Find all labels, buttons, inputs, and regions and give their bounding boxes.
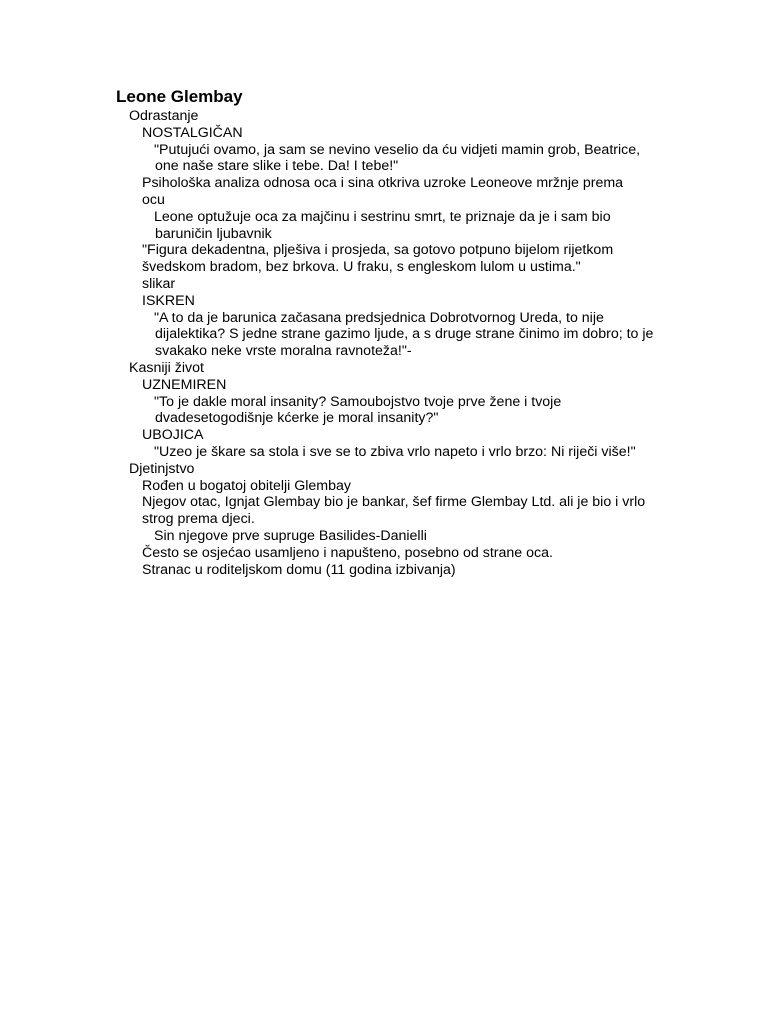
outline-item-text: "Uzeo je škare sa stola i sve se to zbiva vrlo napeto i vrlo brzo: Ni riječi više!" (154, 443, 636, 460)
outline-item-level-3 (116, 394, 656, 428)
outline-item-text: NOSTALGIČAN (142, 124, 243, 141)
document-page (116, 86, 656, 578)
outline-item-text: "Putujući ovamo, ja sam se nevino veselio da ću vidjeti mamin grob, Beatrice, one naše stare slike i tebe. Da! I tebe!" (154, 141, 641, 175)
document-title: Leone Glembay (116, 87, 243, 106)
outline-item-text: UBOJICA (142, 427, 204, 444)
outline-item-level-2 (116, 242, 656, 276)
outline-item-text: Često se osjećao usamljeno i napušteno, posebno od strane oca. (142, 544, 553, 561)
outline-item-level-1 (116, 108, 656, 125)
outline-item-text: "A to da je barunica začasana predsjednica Dobrotvornog Ureda, to nije dijalektika? S jedne strane gazimo ljude, a s druge strane činimo im dobro; to je svakako neke vrste moralna ravnoteža!"- (154, 309, 654, 360)
outline-item-level-2 (116, 545, 656, 562)
outline-item-text: Njegov otac, Ignjat Glembay bio je bankar, šef firme Glembay Ltd. ali je bio i vrlo strog prema djeci. (142, 494, 646, 528)
outline-item-text: Stranac u roditeljskom domu (11 godina izbivanja) (142, 561, 456, 578)
outline-item-level-2 (116, 494, 656, 528)
outline-item-level-2 (116, 276, 656, 293)
outline-item-level-2 (116, 125, 656, 142)
outline-list (116, 108, 656, 578)
outline-item-level-3 (116, 142, 656, 176)
outline-item-level-2 (116, 562, 656, 579)
outline-item-level-1 (116, 461, 656, 478)
outline-item-text: slikar (142, 275, 176, 292)
outline-item-level-1 (116, 360, 656, 377)
outline-item-level-3 (116, 444, 656, 461)
outline-item-text: "To je dakle moral insanity? Samoubojstvo tvoje prve žene i tvoje dvadesetogodišnje kćerke je moral insanity?" (154, 393, 562, 427)
outline-item-text: UZNEMIREN (142, 376, 227, 393)
outline-item-level-2 (116, 377, 656, 394)
outline-item-level-2 (116, 427, 656, 444)
outline-item-text: Odrastanje (129, 108, 199, 124)
outline-item-text: Djetinjstvo (129, 460, 195, 477)
outline-item-level-3 (116, 310, 656, 360)
outline-item-level-2 (116, 478, 656, 495)
outline-item-level-3 (116, 528, 656, 545)
outline-item-level-2 (116, 175, 656, 209)
outline-item-text: Leone optužuje oca za majčinu i sestrinu smrt, te priznaje da je i sam bio baruničin ljubavnik (154, 208, 611, 242)
outline-item-text: Kasniji život (129, 359, 204, 376)
outline-item-level-2 (116, 293, 656, 310)
outline-item-text: ISKREN (142, 292, 195, 309)
outline-item-text: Rođen u bogatoj obitelji Glembay (142, 477, 352, 494)
outline-item-text: Sin njegove prve supruge Basilides-Danielli (154, 527, 427, 544)
outline-item-level-3 (116, 209, 656, 243)
outline-item-text: "Figura dekadentna, plješiva i prosjeda, sa gotovo potpuno bijelom rijetkom švedskom bradom, bez brkova. U fraku, s engleskom lulom u ustima." (142, 242, 614, 276)
outline-item-text: Psihološka analiza odnosa oca i sina otkriva uzroke Leoneove mržnje prema ocu (142, 175, 624, 208)
